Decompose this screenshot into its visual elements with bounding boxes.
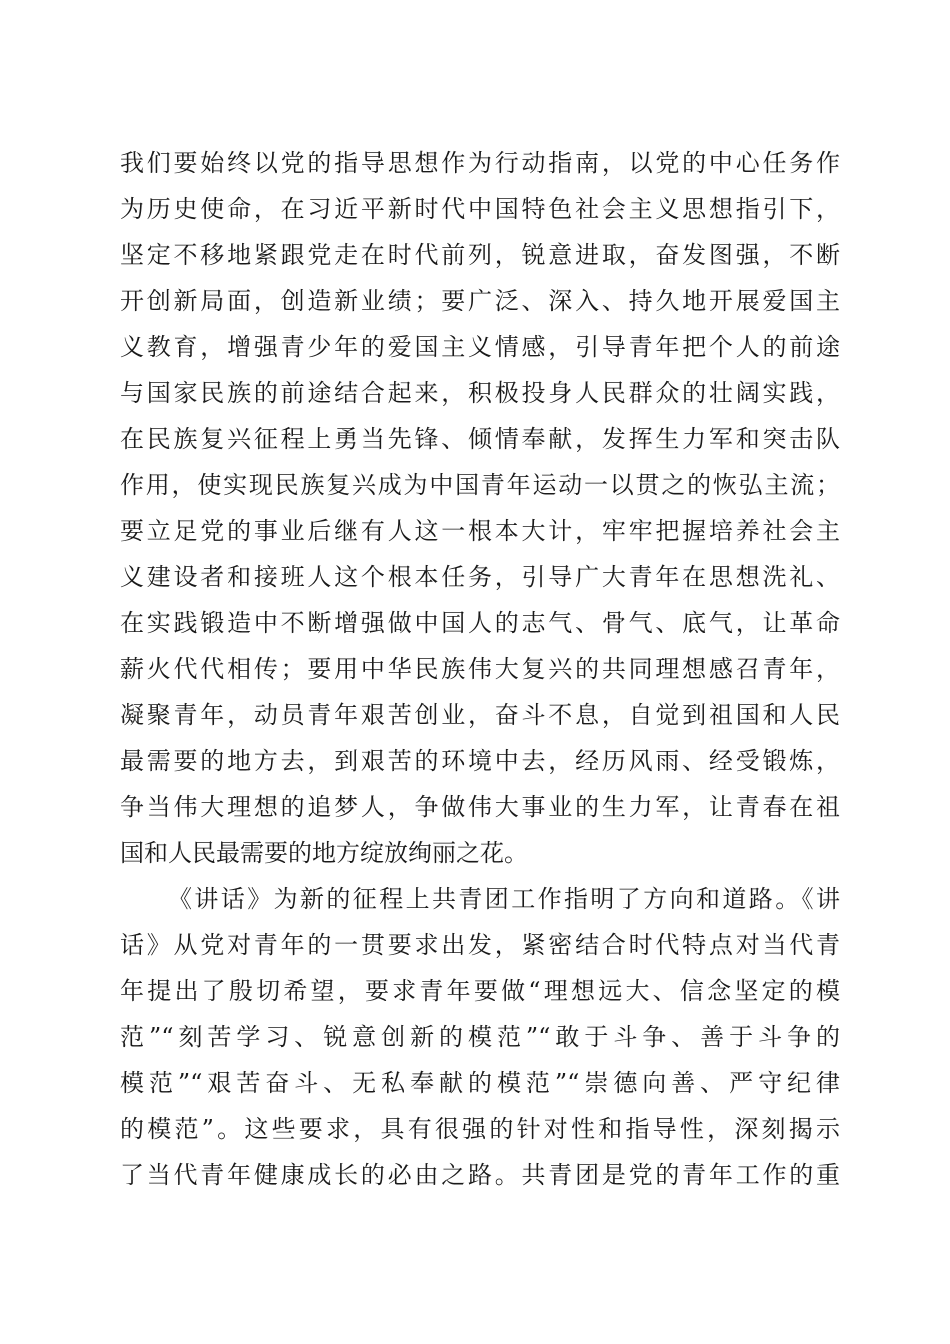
paragraph-1	[120, 140, 840, 876]
text-line: 年提出了殷切希望，要求青年要做“理想远大、信念坚定的模	[120, 977, 840, 1005]
text-line: 开创新局面，创造新业绩；要广泛、深入、持久地开展爱国主	[120, 287, 840, 315]
text-line: 话》从党对青年的一贯要求出发，紧密结合时代特点对当代青	[120, 931, 840, 959]
text-line: 凝聚青年，动员青年艰苦创业，奋斗不息，自觉到祖国和人民	[120, 701, 840, 729]
text-line: 要立足党的事业后继有人这一根本大计，牢牢把握培养社会主	[120, 517, 840, 545]
text-line: 《讲话》为新的征程上共青团工作指明了方向和道路。《讲	[168, 885, 840, 913]
text-line: 的模范”。这些要求，具有很强的针对性和指导性，深刻揭示	[120, 1115, 840, 1143]
text-line: 争当伟大理想的追梦人，争做伟大事业的生力军，让青春在祖	[120, 793, 840, 821]
text-line: 模范”“艰苦奋斗、无私奉献的模范”“崇德向善、严守纪律	[120, 1069, 840, 1097]
paragraph-2	[120, 876, 840, 1198]
text-line: 最需要的地方去，到艰苦的环境中去，经历风雨、经受锻炼，	[120, 747, 840, 775]
text-line: 了当代青年健康成长的必由之路。共青团是党的青年工作的重	[120, 1161, 840, 1189]
text-line: 为历史使命，在习近平新时代中国特色社会主义思想指引下，	[120, 195, 840, 223]
text-line: 与国家民族的前途结合起来，积极投身人民群众的壮阔实践，	[120, 379, 840, 407]
text-line: 薪火代代相传；要用中华民族伟大复兴的共同理想感召青年，	[120, 655, 840, 683]
text-line: 义建设者和接班人这个根本任务，引导广大青年在思想洗礼、	[120, 563, 840, 591]
text-line: 义教育，增强青少年的爱国主义情感，引导青年把个人的前途	[120, 333, 840, 361]
body-text	[120, 140, 840, 1198]
text-line: 坚定不移地紧跟党走在时代前列，锐意进取，奋发图强，不断	[120, 241, 840, 269]
text-line: 我们要始终以党的指导思想作为行动指南，以党的中心任务作	[120, 149, 840, 177]
text-line: 国和人民最需要的地方绽放绚丽之花。	[120, 839, 528, 867]
text-line: 范”“刻苦学习、锐意创新的模范”“敢于斗争、善于斗争的	[120, 1023, 840, 1051]
text-line: 在实践锻造中不断增强做中国人的志气、骨气、底气，让革命	[120, 609, 840, 637]
text-line: 在民族复兴征程上勇当先锋、倾情奉献，发挥生力军和突击队	[120, 425, 840, 453]
text-line: 作用，使实现民族复兴成为中国青年运动一以贯之的恢弘主流；	[120, 471, 840, 499]
